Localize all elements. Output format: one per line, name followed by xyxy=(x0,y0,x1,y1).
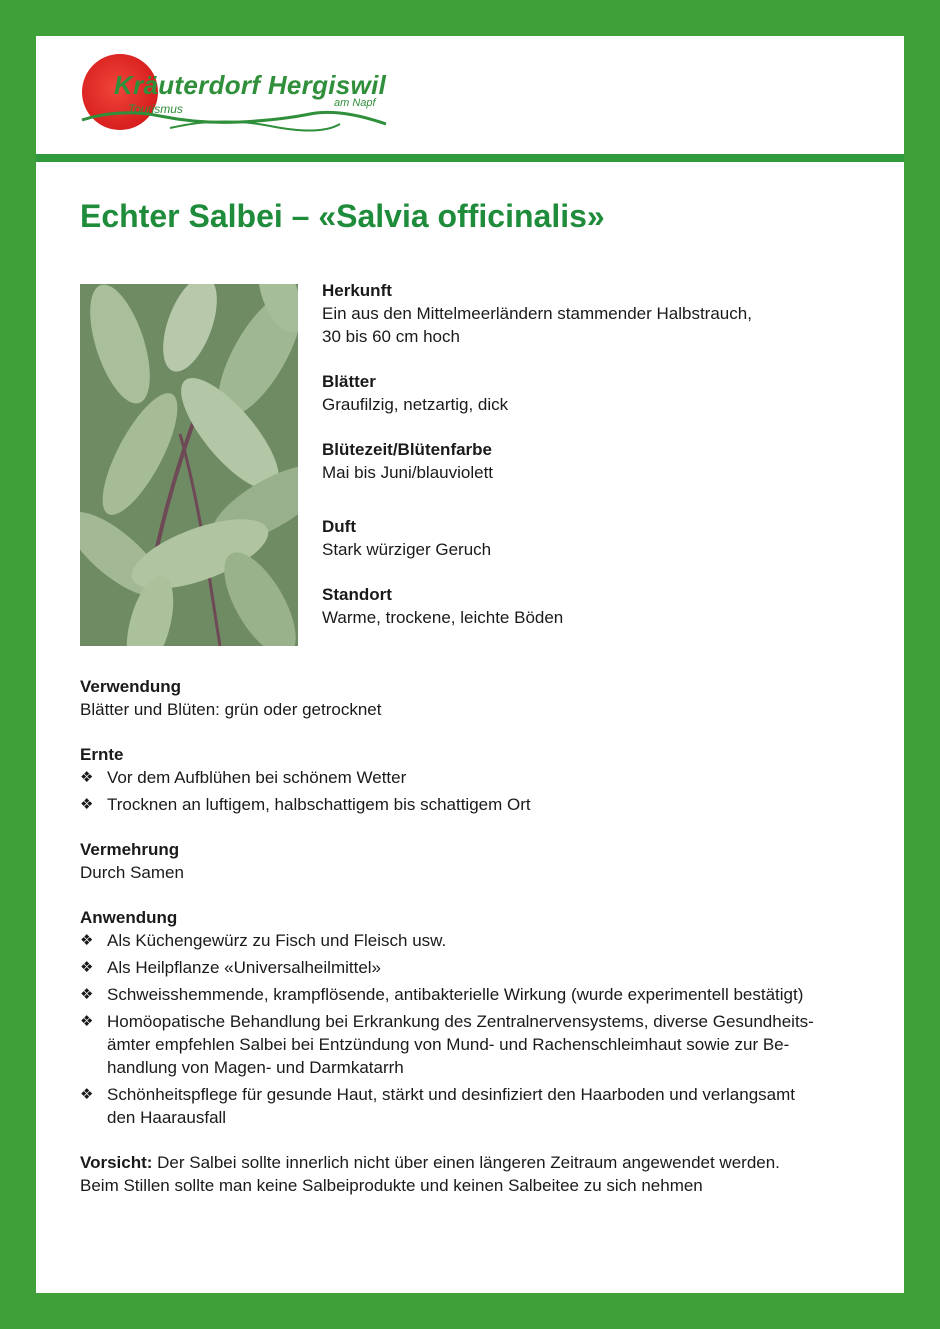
section-ernte xyxy=(80,743,860,816)
list-item: ❖ Als Heilpflanze «Universalheilmittel» xyxy=(80,958,382,977)
sage-photo xyxy=(80,284,298,646)
logo-subtitle: Tourismus xyxy=(128,102,183,116)
fact-bluetezeit xyxy=(322,438,882,484)
section-label: Vermehrung xyxy=(80,840,180,859)
list-item: ❖ Vor dem Aufblühen bei schönem Wetter xyxy=(80,768,407,787)
fact-duft xyxy=(322,515,882,561)
warning-note xyxy=(80,1151,860,1197)
ernte-list xyxy=(80,766,860,816)
warning-text-2: Beim Stillen sollte man keine Salbeiprodukte und keinen Salbeitee zu sich nehmen xyxy=(80,1176,703,1195)
warning-text: Der Salbei sollte innerlich nicht über einen längeren Zeitraum angewendet werden. xyxy=(152,1153,780,1172)
fact-value: 30 bis 60 cm hoch xyxy=(322,327,460,346)
list-item: ❖ Homöopatische Behandlung bei Erkrankung des Zentralnervensystems, diverse Gesundheits- ämter empfehlen Salbei bei Entzündung von Mund- und Rachenschleimhaut sowie zur Be- handlung von Magen- und Darmkatarrh xyxy=(80,1012,814,1077)
logo-name: Kräuterdorf Hergiswil xyxy=(114,70,387,100)
list-item: ❖ Schönheitspflege für gesunde Haut, stärkt und desinfiziert den Haarboden und verlangsamt den Haarausfall xyxy=(80,1085,795,1127)
bullet-icon: ❖ xyxy=(80,986,94,1003)
bullet-icon: ❖ xyxy=(80,796,94,813)
section-verwendung xyxy=(80,675,860,721)
section-text: Durch Samen xyxy=(80,863,184,882)
bullet-icon: ❖ xyxy=(80,932,94,949)
fact-value: Mai bis Juni/blauviolett xyxy=(322,463,494,482)
page-title: Echter Salbei – «Salvia officinalis» xyxy=(80,198,605,234)
list-item: ❖ Schweisshemmende, krampflösende, antibakterielle Wirkung (wurde experimentell bestätigt) xyxy=(80,985,804,1004)
warning-label: Vorsicht: xyxy=(80,1153,153,1172)
section-label: Anwendung xyxy=(80,908,178,927)
section-text: Blätter und Blüten: grün oder getrocknet xyxy=(80,700,382,719)
bullet-icon: ❖ xyxy=(80,1086,94,1103)
fact-value: Stark würziger Geruch xyxy=(322,540,492,559)
bullet-icon: ❖ xyxy=(80,1013,94,1030)
fact-label: Blätter xyxy=(322,372,376,391)
fact-value: Warme, trockene, leichte Böden xyxy=(322,608,564,627)
logo xyxy=(80,50,400,142)
bullet-icon: ❖ xyxy=(80,769,94,786)
bullet-icon: ❖ xyxy=(80,959,94,976)
anwendung-list xyxy=(80,929,860,1129)
section-anwendung xyxy=(80,906,860,1129)
fact-value: Graufilzig, netzartig, dick xyxy=(322,395,509,414)
details xyxy=(80,675,860,1197)
section-label: Verwendung xyxy=(80,677,182,696)
sage-leaves-image xyxy=(80,284,298,646)
fact-list xyxy=(322,279,882,651)
section-vermehrung xyxy=(80,838,860,884)
page-sheet xyxy=(36,36,904,1293)
fact-label: Herkunft xyxy=(322,281,392,300)
fact-label: Standort xyxy=(322,585,392,604)
section-label: Ernte xyxy=(80,745,124,764)
fact-blaetter xyxy=(322,370,882,416)
list-item: ❖ Trocknen an luftigem, halbschattigem bis schattigem Ort xyxy=(80,795,531,814)
fact-label: Duft xyxy=(322,517,356,536)
list-item: ❖ Als Küchengewürz zu Fisch und Fleisch usw. xyxy=(80,931,447,950)
header-rule xyxy=(36,154,904,162)
fact-label: Blütezeit/Blütenfarbe xyxy=(322,440,493,459)
fact-standort xyxy=(322,583,882,629)
fact-value: Ein aus den Mittelmeerländern stammender Halbstrauch, xyxy=(322,304,752,323)
fact-herkunft xyxy=(322,279,882,348)
logo-place: am Napf xyxy=(334,97,376,109)
